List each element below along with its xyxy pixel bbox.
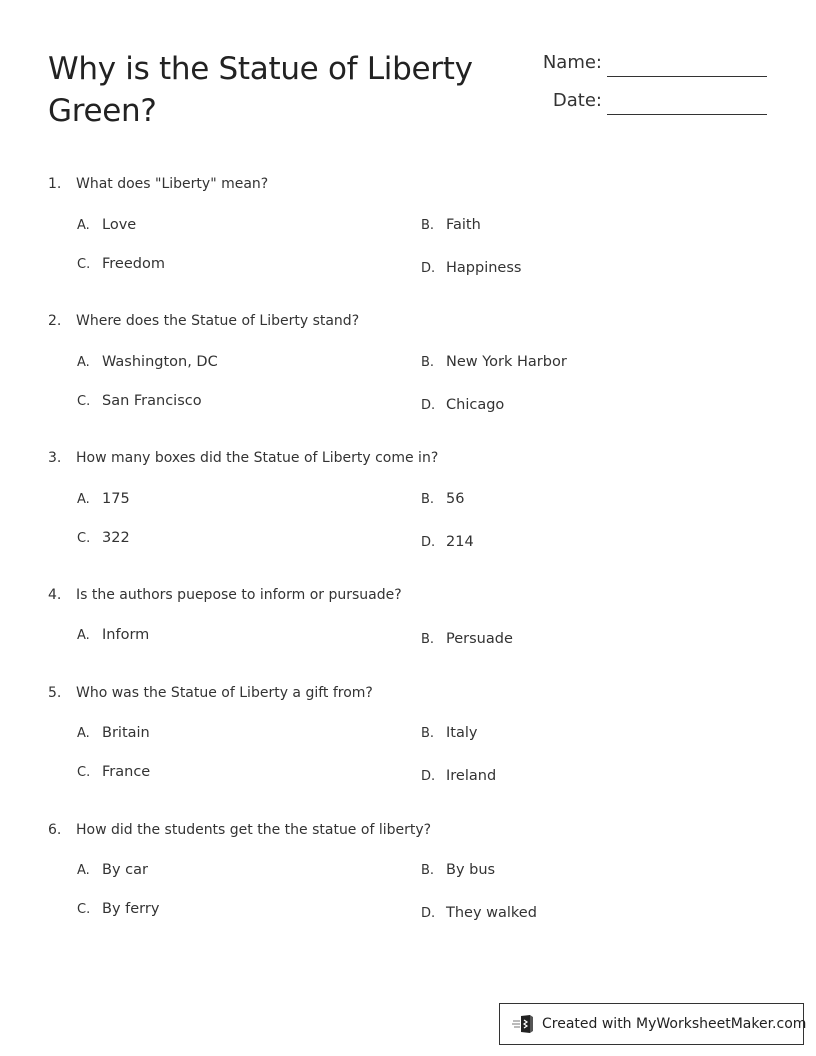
option-1c[interactable] <box>77 256 165 272</box>
option-text: Inform <box>102 627 150 643</box>
option-text: San Francisco <box>102 393 202 409</box>
option-text: Love <box>102 217 137 233</box>
date-label: Date: <box>552 90 602 111</box>
option-letter: D. <box>421 398 436 413</box>
option-text: France <box>102 764 151 780</box>
option-5c[interactable] <box>77 764 150 780</box>
option-3a[interactable] <box>77 491 130 507</box>
option-4b[interactable] <box>421 631 513 647</box>
option-letter: A. <box>77 628 90 643</box>
footer-badge[interactable] <box>499 1003 807 1045</box>
footer-credit-text: Created with MyWorksheetMaker.com <box>542 1016 807 1032</box>
option-letter: C. <box>77 765 91 780</box>
name-label: Name: <box>542 52 602 73</box>
option-text: 322 <box>102 530 130 546</box>
name-field[interactable] <box>520 50 770 88</box>
option-2d[interactable] <box>421 397 504 413</box>
question-number: 3. <box>48 450 62 466</box>
question-text: Who was the Statue of Liberty a gift from? <box>76 685 373 701</box>
option-6d[interactable] <box>421 905 537 921</box>
student-info-fields <box>520 50 770 126</box>
option-2c[interactable] <box>77 393 202 409</box>
option-text: By bus <box>446 862 496 878</box>
option-text: 175 <box>102 491 130 507</box>
option-letter: A. <box>77 218 90 233</box>
option-letter: A. <box>77 355 90 370</box>
question-text: How did the students get the the statue of liberty? <box>76 822 432 838</box>
option-text: New York Harbor <box>446 354 567 370</box>
option-text: Chicago <box>446 397 505 413</box>
option-letter: A. <box>77 863 90 878</box>
option-5b[interactable] <box>421 725 477 741</box>
option-3b[interactable] <box>421 491 464 507</box>
option-letter: C. <box>77 257 91 272</box>
date-blank-line[interactable] <box>607 114 767 115</box>
option-letter: D. <box>421 261 436 276</box>
option-letter: C. <box>77 394 91 409</box>
question-number: 4. <box>48 587 62 603</box>
option-6b[interactable] <box>421 862 495 878</box>
worksheet-title: Why is the Statue of Liberty Green? <box>48 51 473 129</box>
option-letter: B. <box>421 632 435 647</box>
option-2a[interactable] <box>77 354 218 370</box>
option-letter: A. <box>77 726 90 741</box>
option-text: They walked <box>446 905 537 921</box>
worksheet-logo-icon <box>512 1014 536 1034</box>
option-5a[interactable] <box>77 725 150 741</box>
option-letter: B. <box>421 726 435 741</box>
option-1b[interactable] <box>421 217 481 233</box>
option-1d[interactable] <box>421 260 521 276</box>
option-text: Persuade <box>446 631 513 647</box>
option-3d[interactable] <box>421 534 474 550</box>
option-letter: D. <box>421 906 436 921</box>
option-6a[interactable] <box>77 862 148 878</box>
option-text: Happiness <box>446 260 522 276</box>
option-letter: B. <box>421 492 435 507</box>
option-letter: B. <box>421 218 435 233</box>
option-letter: D. <box>421 535 436 550</box>
option-3c[interactable] <box>77 530 130 546</box>
question-text: How many boxes did the Statue of Liberty come in? <box>76 450 439 466</box>
date-field[interactable] <box>520 88 770 126</box>
option-text: Washington, DC <box>102 354 218 370</box>
option-2b[interactable] <box>421 354 567 370</box>
option-text: Ireland <box>446 768 497 784</box>
question-number: 2. <box>48 313 62 329</box>
option-1a[interactable] <box>77 217 136 233</box>
question-number: 1. <box>48 176 62 192</box>
question-text: What does "Liberty" mean? <box>76 176 269 192</box>
option-letter: A. <box>77 492 90 507</box>
option-text: 214 <box>446 534 474 550</box>
option-text: By car <box>102 862 148 878</box>
question-number: 6. <box>48 822 62 838</box>
option-letter: C. <box>77 902 91 917</box>
option-text: By ferry <box>102 901 160 917</box>
option-letter: B. <box>421 355 435 370</box>
option-text: Britain <box>102 725 150 741</box>
option-text: Freedom <box>102 256 165 272</box>
option-6c[interactable] <box>77 901 159 917</box>
option-text: Faith <box>446 217 481 233</box>
question-number: 5. <box>48 685 62 701</box>
question-text: Where does the Statue of Liberty stand? <box>76 313 360 329</box>
question-text: Is the authors puepose to inform or pursuade? <box>76 587 402 603</box>
option-text: 56 <box>446 491 465 507</box>
option-letter: C. <box>77 531 91 546</box>
option-letter: B. <box>421 863 435 878</box>
option-text: Italy <box>446 725 478 741</box>
option-4a[interactable] <box>77 627 149 643</box>
option-letter: D. <box>421 769 436 784</box>
option-5d[interactable] <box>421 768 496 784</box>
name-blank-line[interactable] <box>607 76 767 77</box>
